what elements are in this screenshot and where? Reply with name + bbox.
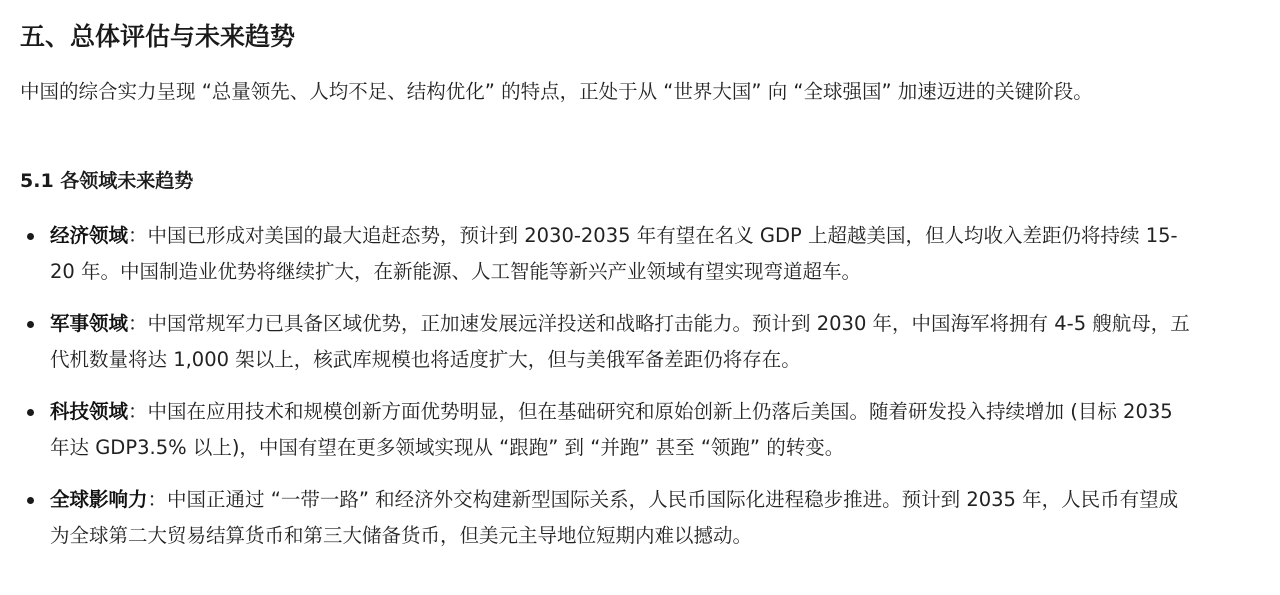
trend-list bbox=[0, 218, 1230, 570]
item-term: 全球影响力 bbox=[50, 488, 148, 511]
bullet-icon bbox=[27, 321, 34, 328]
bullet-icon bbox=[27, 497, 34, 504]
item-text: 中国在应用技术和规模创新方面优势明显，但在基础研究和原始创新上仍落后美国。随着研发投入持续增加 (目标 2035 年达 GDP3.5% 以上)，中国有望在更多领域实现从 “跟跑” 到 “并跑” 甚至 “领跑” 的转变。 bbox=[50, 400, 1173, 459]
item-separator: ： bbox=[128, 400, 148, 423]
item-separator: ： bbox=[128, 224, 148, 247]
item-text: 中国正通过 “一带一路” 和经济外交构建新型国际关系，人民币国际化进程稳步推进。预计到 2035 年，人民币有望成为全球第二大贸易结算货币和第三大储备货币，但美元主导地位短期内难以撼动。 bbox=[50, 488, 1179, 547]
bullet-icon bbox=[27, 233, 34, 240]
intro-paragraph: 中国的综合实力呈现 “总量领先、人均不足、结构优化” 的特点，正处于从 “世界大国” 向 “全球强国” 加速迈进的关键阶段。 bbox=[20, 80, 1093, 103]
item-term: 科技领域 bbox=[50, 400, 129, 423]
item-text: 中国常规军力已具备区域优势，正加速发展远洋投送和战略打击能力。预计到 2030 年，中国海军将拥有 4-5 艘航母，五代机数量将达 1,000 架以上，核武库规模也将适度扩大，但与美俄军备差距仍将存在。 bbox=[50, 312, 1190, 371]
item-separator: ： bbox=[147, 488, 168, 511]
list-item-global-influence bbox=[0, 482, 1190, 554]
section-heading: 五、总体评估与未来趋势 bbox=[20, 22, 296, 51]
list-item-technology bbox=[0, 394, 1190, 466]
item-term: 军事领域 bbox=[50, 312, 129, 335]
subsection-heading: 5.1 各领域未来趋势 bbox=[20, 170, 194, 192]
item-term: 经济领域 bbox=[50, 224, 129, 247]
item-text: 中国已形成对美国的最大追赶态势，预计到 2030-2035 年有望在名义 GDP 上超越美国，但人均收入差距仍将持续 15-20 年。中国制造业优势将继续扩大，在新能源、人工智能等新兴产业领域有望实现弯道超车。 bbox=[50, 224, 1178, 283]
list-item-economy bbox=[0, 218, 1190, 290]
bullet-icon bbox=[27, 409, 34, 416]
list-item-military bbox=[0, 306, 1190, 378]
item-separator: ： bbox=[128, 312, 148, 335]
